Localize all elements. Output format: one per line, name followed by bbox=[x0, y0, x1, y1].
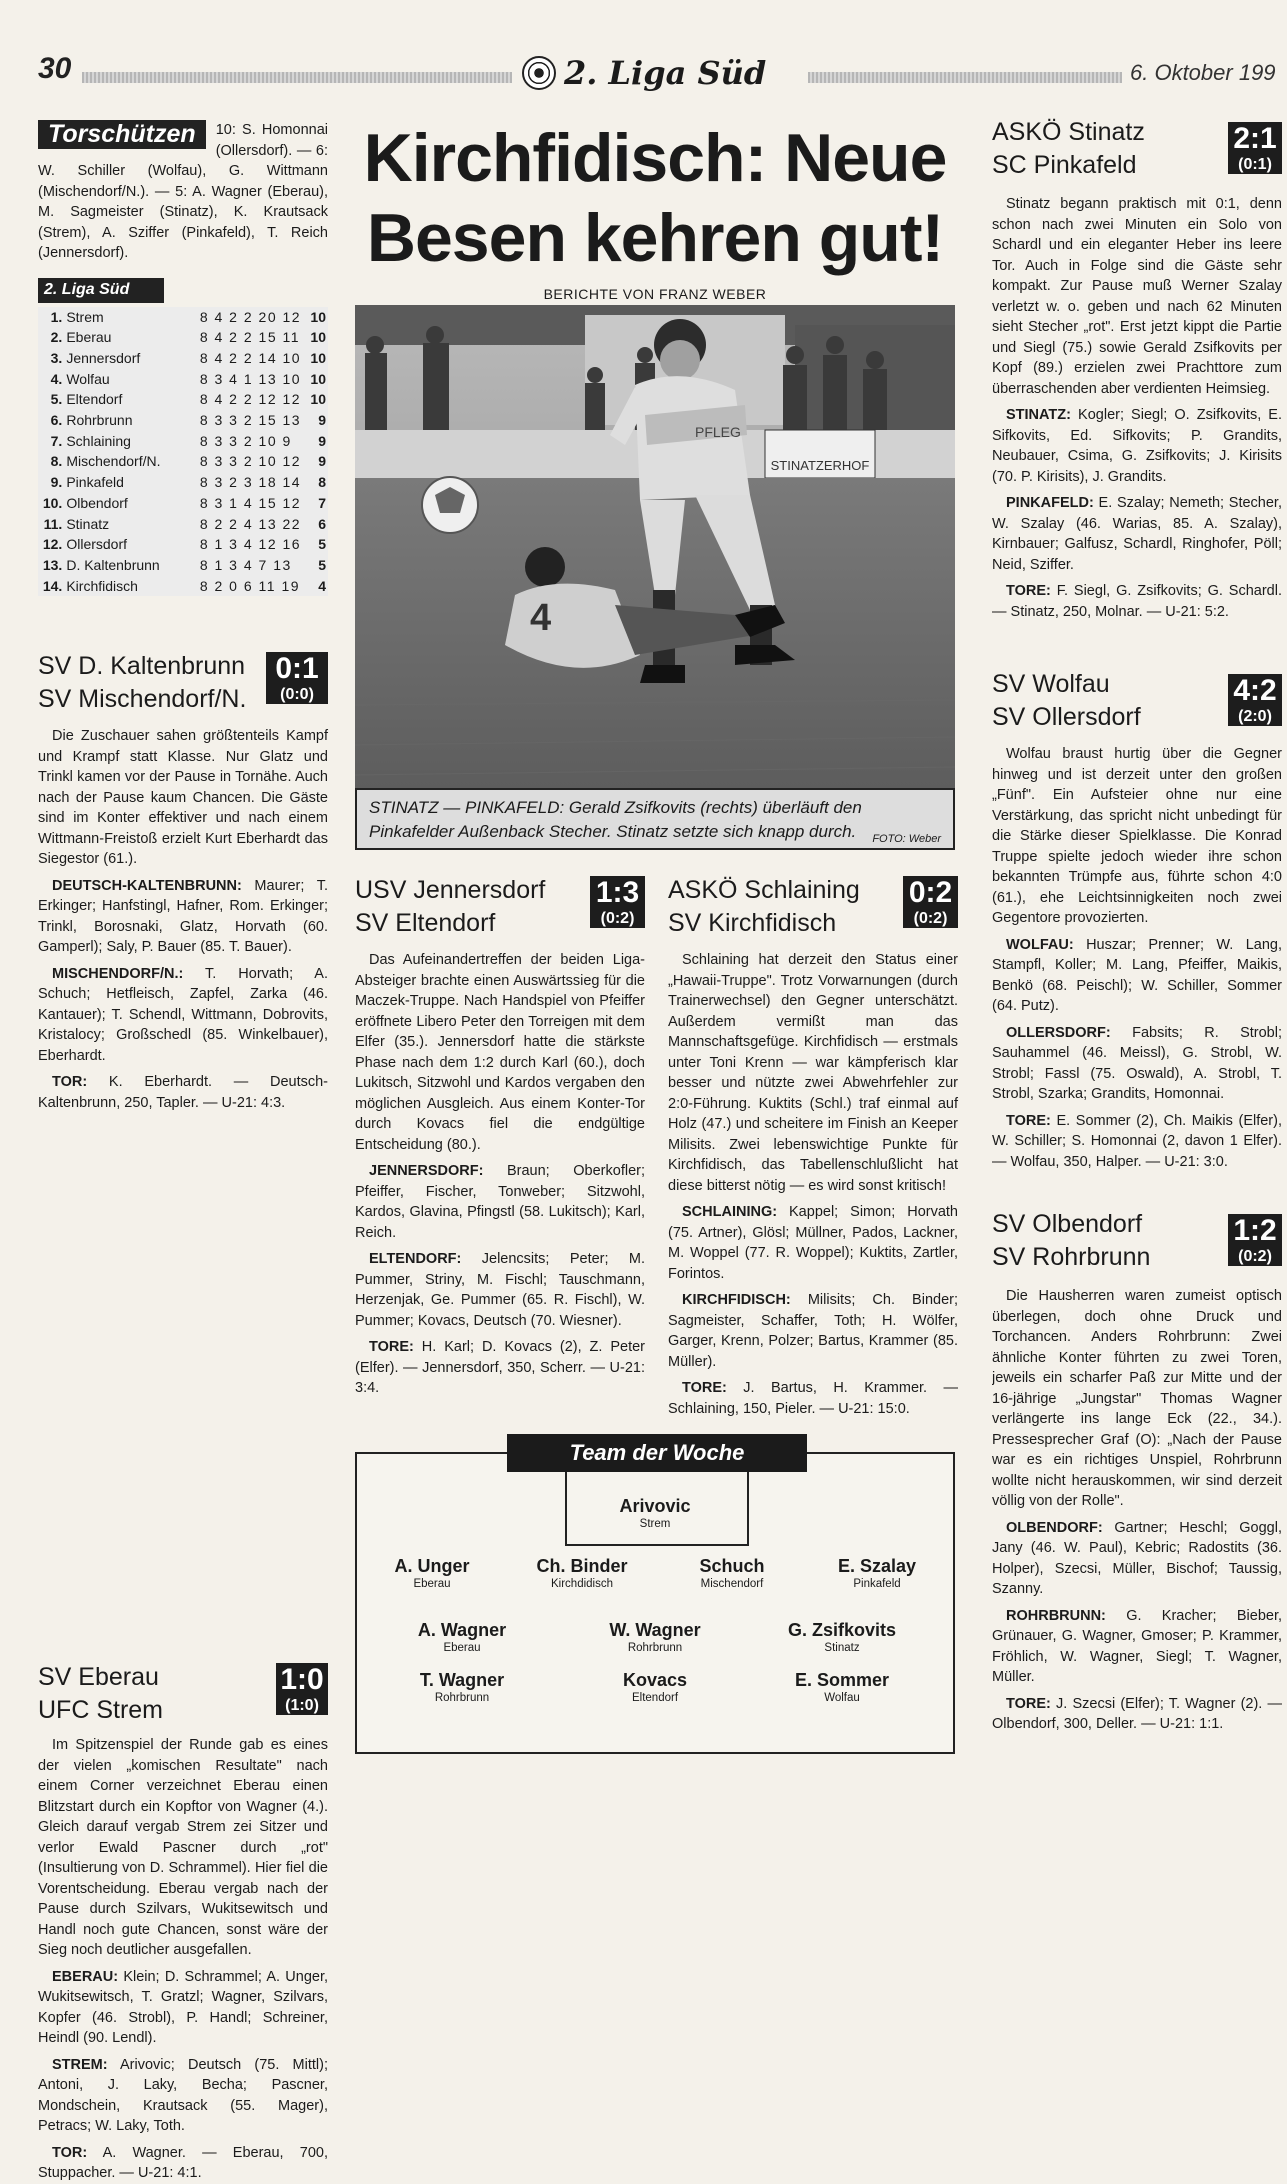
standings-points: 5 bbox=[318, 556, 326, 573]
standings-row bbox=[38, 410, 328, 431]
team-of-week-title: Team der Woche bbox=[507, 1434, 807, 1472]
player-club: Mischendorf bbox=[700, 1578, 764, 1590]
goals-text: A. Wagner. — Eberau, 700, Stuppacher. — U-21: 4:1. bbox=[38, 2144, 328, 2181]
away-team: SV Kirchfidisch bbox=[668, 909, 837, 937]
lineup-label: EBERAU: bbox=[52, 1968, 119, 1985]
standings-points: 10 bbox=[310, 349, 326, 366]
standings-points: 6 bbox=[318, 515, 326, 532]
standings-row bbox=[38, 451, 328, 472]
standings-rank: 10. bbox=[42, 494, 63, 511]
standings-stats: 8 3 4 1 13 10 bbox=[199, 370, 302, 387]
standings-row bbox=[38, 431, 328, 452]
standings-row bbox=[38, 514, 328, 535]
standings-team: Olbendorf bbox=[66, 494, 128, 511]
standings-team: Kirchfidisch bbox=[66, 577, 138, 594]
standings-team: Wolfau bbox=[66, 370, 110, 387]
goals-label: TORE: bbox=[682, 1380, 727, 1396]
score-box bbox=[1228, 122, 1282, 174]
player-name: Arivovic bbox=[619, 1496, 691, 1516]
score-box bbox=[1228, 674, 1282, 726]
lineup-away: E. Szalay; Nemeth; Stecher, W. Szalay (46. Warias, 85. A. Szalay), Kirnbauer; Galfusz, Schardl, Ringhofer, Pöll; Neid, Sziffer. bbox=[992, 495, 1282, 573]
standings-stats: 8 2 2 4 13 22 bbox=[199, 515, 302, 532]
player-goalkeeper bbox=[580, 1496, 730, 1532]
lineup-home: Maurer; T. Erkinger; Hanfstingl, Hafner, Rom. Erkinger; Trinkl, Borosnaki, Glatz, Horvath (60. Gamperl); Saly, P. Bauer (85. T. Bauer). bbox=[38, 877, 328, 955]
match-report: Im Spitzenspiel der Runde gab es eines der vielen „komischen Resultate" nach einem Corner verzeichnet Eberau einen Blitzstart durch ein Kopftor von Wagner (4.). Gleich darauf vergab Strem zei Sitzer und verlor Ewald Pascner durch „rot" (Insultierung von D. Schrammel). Hier fiel die Vorentscheidung. Eberau vergab nach der Pause durch Szilvars, Wukitsewitsch und Handl noch gute Chancen, sonst wäre der Sieg noch deutlicher ausgefallen. bbox=[38, 1737, 328, 1958]
standings-points: 8 bbox=[318, 474, 326, 491]
home-team: USV Jennersdorf bbox=[355, 876, 546, 904]
standings-team: Rohrbrunn bbox=[66, 412, 133, 429]
home-team: ASKÖ Schlaining bbox=[668, 876, 860, 904]
standings-rank: 1. bbox=[50, 308, 63, 325]
player-club: Eltendorf bbox=[631, 1692, 679, 1704]
photo-illustration bbox=[355, 305, 955, 788]
standings-row bbox=[38, 493, 328, 514]
standings-team: Ollersdorf bbox=[66, 536, 128, 553]
player-name: Ch. Binder bbox=[536, 1556, 628, 1576]
standings-team: Pinkafeld bbox=[66, 474, 124, 491]
photo-credit: FOTO: Weber bbox=[872, 833, 941, 845]
team-of-the-week bbox=[355, 1440, 955, 1754]
player-club: Pinkafeld bbox=[853, 1578, 901, 1590]
standings-rank: 3. bbox=[50, 349, 63, 366]
standings-points: 10 bbox=[310, 391, 326, 408]
player-club: Strem bbox=[639, 1518, 671, 1530]
player-midfielder-2 bbox=[580, 1620, 730, 1656]
standings-row bbox=[38, 369, 328, 390]
match-schlaining-kirchfidisch bbox=[668, 874, 958, 1425]
lineup-label: SCHLAINING: bbox=[682, 1204, 778, 1220]
away-team: UFC Strem bbox=[38, 1696, 163, 1724]
standings-stats: 8 3 3 2 15 13 bbox=[199, 412, 302, 429]
halftime-score: (0:2) bbox=[913, 910, 948, 927]
standings-points: 5 bbox=[318, 536, 326, 553]
player-forward-3 bbox=[767, 1670, 917, 1706]
score-box bbox=[903, 876, 958, 928]
standings-row bbox=[38, 389, 328, 410]
shirt-sponsor: PFLEG bbox=[695, 424, 741, 440]
halftime-score: (0:2) bbox=[600, 910, 635, 927]
score-box bbox=[1228, 1214, 1282, 1266]
headline-line-2: Besen kehren gut! bbox=[366, 200, 944, 276]
lineup-away: Milisits; Ch. Binder; Sagmeister, Schaffer, Toth; H. Wölfer, Garger, Krenn, Polzer; Bartus, Krammer (85. Müller). bbox=[668, 1292, 958, 1370]
match-report: Die Zuschauer sahen größtenteils Kampf und Krampf statt Klasse. Nur Glatz und Trinkl kamen vor der Pause in Tornähe. Auch nach der Pause kaum Chancen. Die Gäste sind im Konter effektiver und nach einem Wittmann-Freistoß erzielt Kurt Eberhardt das Siegestor (61.). bbox=[38, 728, 328, 867]
standings-team: Schlaining bbox=[66, 432, 131, 449]
score-box bbox=[590, 876, 645, 928]
match-jennersdorf-eltendorf bbox=[355, 874, 645, 1405]
home-team: SV Olbendorf bbox=[992, 1210, 1143, 1238]
caption-text: STINATZ — PINKAFELD: Gerald Zsifkovits (rechts) überläuft den Pinkafelder Außenback Stecher. Stinatz setzte sich knapp durch. bbox=[369, 798, 862, 841]
lineup-home: Kogler; Siegl; O. Zsifkovits, E. Sifkovits, Ed. Sifkovits; P. Grandits, Neubauer, Csima, G. Zsifkovits; J. Kirisits (70. P. Kirisits), J. Grandits. bbox=[992, 407, 1282, 485]
lineup-label: KIRCHFIDISCH: bbox=[682, 1292, 791, 1308]
lineup-away: Fabsits; R. Strobl; Sauhammel (46. Meissl), G. Strobl, W. Strobl; Fassl (75. Oswald), A. Strobl, T. Strobl, Szarka; Grandits, Homonnai. bbox=[992, 1024, 1282, 1102]
standings-table bbox=[38, 307, 328, 597]
header-rule-left bbox=[82, 72, 512, 83]
player-club: Stinatz bbox=[824, 1642, 860, 1654]
scorers-block bbox=[38, 120, 328, 264]
player-name: A. Wagner bbox=[417, 1620, 507, 1640]
standings-stats: 8 1 3 4 7 13 bbox=[199, 556, 292, 573]
final-score: 2:1 bbox=[1233, 122, 1277, 155]
standings-rank: 7. bbox=[50, 432, 63, 449]
standings-points: 9 bbox=[318, 432, 326, 449]
score-box bbox=[266, 652, 328, 704]
player-name: E. Sommer bbox=[794, 1670, 890, 1690]
standings-points: 9 bbox=[318, 453, 326, 470]
standings-team: Strem bbox=[66, 308, 104, 325]
goals-label: TOR: bbox=[52, 2144, 88, 2161]
lineup-label: DEUTSCH-KALTENBRUNN: bbox=[52, 877, 242, 894]
issue-date: 6. Oktober 199 bbox=[1130, 60, 1276, 85]
match-olbendorf-rohrbrunn bbox=[992, 1208, 1282, 1741]
standings-stats: 8 4 2 2 20 12 bbox=[199, 308, 302, 325]
standings-points: 10 bbox=[310, 329, 326, 346]
standings-stats: 8 4 2 2 14 10 bbox=[199, 349, 302, 366]
lineup-home: Klein; D. Schrammel; A. Unger, Wukitsewitsch, T. Gratzl; Wagner, Szilvars, Kopfer (46. Strobl), P. Handl; Schreiner, Heindl (90. Lendl). bbox=[38, 1968, 329, 2046]
goals-text: K. Eberhardt. — Deutsch-Kaltenbrunn, 250, Tapler. — U-21: 4:3. bbox=[38, 1074, 329, 1111]
lineup-label: OLBENDORF: bbox=[1006, 1519, 1103, 1536]
player-club: Rohrbrunn bbox=[627, 1642, 683, 1654]
standings-stats: 8 3 3 2 10 9 bbox=[199, 432, 292, 449]
lineup-away: T. Horvath; A. Schuch; Hetfleisch, Zapfel, Zarka (46. Kantauer); T. Schendl, Wittmann, Dobrovits, Kristalocy; Großschedl (85. Winkelbauer), Eberhardt. bbox=[38, 965, 328, 1064]
lineup-label: ELTENDORF: bbox=[369, 1251, 462, 1267]
ad-banner-text: STINATZERHOF bbox=[770, 458, 870, 473]
standings-rank: 11. bbox=[43, 515, 63, 532]
player-defender-4 bbox=[802, 1556, 952, 1592]
page-number: 30 bbox=[38, 52, 72, 85]
svg-text:4: 4 bbox=[530, 597, 552, 639]
home-team: ASKÖ Stinatz bbox=[992, 118, 1145, 146]
player-club: Eberau bbox=[413, 1578, 451, 1590]
player-midfielder-1 bbox=[387, 1620, 537, 1656]
goals-text: F. Siegl, G. Zsifkovits; G. Schardl. — Stinatz, 250, Molnar. — U-21: 5:2. bbox=[992, 583, 1282, 620]
lineup-label: STINATZ: bbox=[1006, 407, 1071, 423]
halftime-score: (0:0) bbox=[280, 686, 314, 703]
player-name: E. Szalay bbox=[837, 1556, 917, 1576]
standings-points: 9 bbox=[318, 412, 326, 429]
halftime-score: (0:1) bbox=[1238, 156, 1272, 173]
standings-team: Jennersdorf bbox=[66, 349, 141, 366]
goals-label: TOR: bbox=[52, 1074, 88, 1090]
standings-team: Eltendorf bbox=[66, 391, 123, 408]
player-name: W. Wagner bbox=[609, 1620, 701, 1640]
player-club: Wolfau bbox=[824, 1692, 860, 1704]
player-name: Schuch bbox=[699, 1556, 765, 1576]
standings-row bbox=[38, 472, 328, 493]
standings-rank: 2. bbox=[50, 329, 63, 346]
goals-text: J. Szecsi (Elfer); T. Wagner (2). — Olbendorf, 300, Deller. — U-21: 1:1. bbox=[992, 1695, 1282, 1732]
scorers-text: 10: S. Homonnai (Ollersdorf). — 6: W. Schiller (Wolfau), G. Wittmann (Mischendorf/N.). — 5: A. Wagner (Eberau), M. Sagmeister (Stinatz), K. Krautsack (Strem), A. Sziffer (Pinkafeld), T. Reich (Jennersdorf). bbox=[38, 122, 328, 261]
lineup-label: ROHRBRUNN: bbox=[1006, 1607, 1106, 1624]
standings-rank: 14. bbox=[42, 577, 63, 594]
player-club: Kirchdidisch bbox=[551, 1578, 613, 1590]
halftime-score: (1:0) bbox=[285, 1697, 319, 1714]
home-team: SV Wolfau bbox=[992, 670, 1110, 698]
goals-label: TORE: bbox=[1006, 583, 1051, 599]
match-kaltenbrunn-mischendorf bbox=[38, 650, 328, 1113]
goals-text: E. Sommer (2), Ch. Maikis (Elfer), W. Schiller; S. Homonnai (2, davon 1 Elfer). — Wolfau, 350, Halper. — U-21: 3:0. bbox=[992, 1112, 1282, 1170]
standings-rank: 5. bbox=[50, 391, 63, 408]
final-score: 1:0 bbox=[280, 1663, 324, 1696]
match-report: Wolfau braust hurtig über die Gegner hinweg und ist derzeit unter den großen „Fünf". Ein Aufsteier ohne nur eine Verstärkung, das spricht nicht unbedingt für die Stärke dieser Spielklasse. Die Konrad Truppe spielte jedoch wieder ihre schon bekannten Trümpfe aus, führte schon 4:0 (61.), ehe Leichtsinnigkeiten noch zwei Gegentore provozierten. bbox=[992, 746, 1282, 926]
standings-points: 4 bbox=[318, 577, 326, 594]
standings-stats: 8 3 1 4 15 12 bbox=[199, 494, 302, 511]
goals-text: H. Karl; D. Kovacs (2), Z. Peter (Elfer). — Jennersdorf, 350, Scherr. — U-21: 3:4. bbox=[355, 1339, 646, 1396]
match-report: Schlaining hat derzeit den Status einer „Hawaii-Truppe". Trotz Vorwarnungen (durch Trainerwechsel) den Gegner unterschätzt. Außerdem vermißt man das Mannschaftsgefüge. Kirchfidisch — erstmals unter Toni Krenn — war kämpferisch klar besser und nützte zwei Abwehrfehler zur 2:0-Führung. Kuktits (Schl.) traf einmal auf Holz (47.) und scheitere im Finish an Keeper Milisits. Zwei lebenswichtige Punkte für Kirchfidisch, das Tabellenschlußlicht hat diese bitterst nötig — es wird sonst kritisch! bbox=[668, 952, 958, 1194]
player-forward-2 bbox=[580, 1670, 730, 1706]
standings-rank: 6. bbox=[50, 412, 63, 429]
standings-stats: 8 4 2 2 12 12 bbox=[199, 391, 302, 408]
football-icon bbox=[522, 56, 556, 90]
standings-points: 10 bbox=[310, 370, 326, 387]
standings-stats: 8 2 0 6 11 19 bbox=[199, 577, 301, 594]
player-forward-1 bbox=[387, 1670, 537, 1706]
lineup-away: G. Kracher; Bieber, Grünauer, G. Wagner, Gmoser; P. Krammer, Fröhlich, W. Wagner, Siegl; T. Wagner, Müller. bbox=[992, 1607, 1282, 1685]
match-wolfau-ollersdorf bbox=[992, 668, 1282, 1178]
standings-row bbox=[38, 576, 328, 597]
lineup-home: Kappel; Simon; Horvath (75. Artner), Glösl; Müllner, Pados, Lackner, M. Woppel (77. R. Woppel); Kuktits, Zartler, Forintos. bbox=[668, 1204, 958, 1282]
final-score: 1:3 bbox=[595, 876, 640, 909]
standings-team: Eberau bbox=[66, 329, 112, 346]
standings-rank: 13. bbox=[42, 556, 63, 573]
section-title: 2. Liga Süd bbox=[564, 54, 767, 92]
lineup-home: Braun; Oberkofler; Pfeiffer, Fischer, Tonweber; Sitzwohl, Kardos, Glavina, Pfingstl (58. Lukitsch); Karl, Reich. bbox=[355, 1163, 645, 1241]
final-score: 4:2 bbox=[1233, 674, 1277, 707]
player-midfielder-3 bbox=[767, 1620, 917, 1656]
halftime-score: (2:0) bbox=[1238, 708, 1272, 725]
away-team: SV Mischendorf/N. bbox=[38, 685, 247, 713]
standings-stats: 8 3 3 2 10 12 bbox=[199, 453, 302, 470]
match-report: Das Aufeinandertreffen der beiden Liga-Absteiger brachte einen Auswärtssieg für die Maczek-Truppe. Nach Handspiel von Pfeiffer eröffnete Libero Peter den Torreigen mit dem Elfer (35.). Jennersdorf hatte die stärkste Phase nach dem 1:2 durch Karl (60.), doch Lukitsch, Sitzwohl und Kardos vergaben den möglichen Ausgleich. Aus einem Konter-Tor durch Kovacs fiel die endgültige Entscheidung (80.). bbox=[355, 952, 645, 1153]
standings-points: 7 bbox=[318, 494, 326, 511]
standings-stats: 8 4 2 2 15 11 bbox=[199, 329, 301, 346]
final-score: 1:2 bbox=[1233, 1214, 1277, 1247]
player-defender-1 bbox=[357, 1556, 507, 1592]
final-score: 0:2 bbox=[908, 876, 953, 909]
player-name: A. Unger bbox=[394, 1556, 470, 1576]
player-name: G. Zsifkovits bbox=[787, 1620, 897, 1640]
lineup-home: Gartner; Heschl; Goggl, Jany (46. W. Paul), Kebric; Radostits (36. Holper), Szecsi, Müller, Bischof; Taussig, Szanny. bbox=[992, 1519, 1282, 1597]
standings-row bbox=[38, 327, 328, 348]
headline bbox=[355, 118, 955, 278]
away-team: SC Pinkafeld bbox=[992, 151, 1137, 179]
match-report: Die Hausherren waren zumeist optisch überlegen, doch ohne Druck und Torchancen. Anders Rohrbrunn: Zwei ähnliche Konter führten zu zwei Toren, jeweils ein scharfer Paß zur Mitte und der 16-jährige „Jungstar" Thomas Wagner verlängerte ins lange Eck (22., 34.). Pressesprecher Graf (O): „Nach der Pause war es ein richtiges Unspiel, Rohrbrunn wollte nicht herauskommen, wir sind derzeit völlig von der Rolle". bbox=[992, 1288, 1282, 1509]
standings-rank: 8. bbox=[50, 453, 63, 470]
standings-block bbox=[38, 278, 328, 596]
standings-rank: 9. bbox=[50, 474, 63, 491]
goals-text: J. Bartus, H. Krammer. — Schlaining, 150, Pieler. — U-21: 15:0. bbox=[668, 1380, 959, 1417]
match-photo bbox=[355, 305, 955, 788]
player-name: Kovacs bbox=[622, 1670, 688, 1690]
standings-team: Stinatz bbox=[66, 515, 110, 532]
standings-row bbox=[38, 555, 328, 576]
home-team: SV D. Kaltenbrunn bbox=[38, 652, 246, 680]
halftime-score: (0:2) bbox=[1238, 1248, 1272, 1265]
goals-label: TORE: bbox=[1006, 1112, 1051, 1129]
scorers-title: Torschützen bbox=[38, 120, 206, 149]
player-name: T. Wagner bbox=[419, 1670, 505, 1690]
standings-points: 10 bbox=[310, 308, 326, 325]
home-team: SV Eberau bbox=[38, 1663, 159, 1691]
header-rule-right bbox=[808, 72, 1122, 83]
away-team: SV Eltendorf bbox=[355, 909, 496, 937]
lineup-label: STREM: bbox=[52, 2056, 108, 2073]
away-team: SV Rohrbrunn bbox=[992, 1243, 1151, 1271]
section-header bbox=[522, 54, 766, 92]
standings-stats: 8 3 2 3 18 14 bbox=[199, 474, 302, 491]
lineup-label: OLLERSDORF: bbox=[1006, 1024, 1111, 1041]
final-score: 0:1 bbox=[275, 652, 319, 685]
player-club: Rohrbrunn bbox=[434, 1692, 490, 1704]
lineup-away: Arivovic; Deutsch (75. Mittl); Antoni, J. Laky, Becha; Pascner, Mondschein, Krautsack (55. Mager), Petracs; W. Laky, Toth. bbox=[38, 2056, 328, 2134]
standings-title: 2. Liga Süd bbox=[38, 278, 164, 303]
photo-caption bbox=[355, 788, 955, 850]
away-team: SV Ollersdorf bbox=[992, 703, 1141, 731]
lineup-label: JENNERSDORF: bbox=[369, 1163, 484, 1179]
standings-stats: 8 1 3 4 12 16 bbox=[199, 536, 302, 553]
player-defender-3 bbox=[657, 1556, 807, 1592]
goals-label: TORE: bbox=[369, 1339, 414, 1355]
score-box bbox=[276, 1663, 328, 1715]
byline: BERICHTE VON FRANZ WEBER bbox=[543, 286, 767, 302]
lineup-home: Huszar; Prenner; W. Lang, Stampfl, Koller; M. Lang, Pfeiffer, Maikis, Benkö (68. Peischl); W. Schiller, Sommer (64. Putz). bbox=[992, 936, 1282, 1014]
player-defender-2 bbox=[507, 1556, 657, 1592]
lineup-away: Jelencsits; Peter; M. Pummer, Striny, M. Fischl; Tauschmann, Herzenjak, Ge. Pummer (65. R. Fischl), W. Pummer; Kovacs, Deutsch (70. Wiesner). bbox=[355, 1251, 646, 1329]
standings-row bbox=[38, 348, 328, 369]
match-eberau-strem bbox=[38, 1661, 328, 2184]
standings-row bbox=[38, 307, 328, 328]
player-club: Eberau bbox=[443, 1642, 481, 1654]
headline-line-1: Kirchfidisch: Neue bbox=[363, 120, 947, 196]
lineup-label: MISCHENDORF/N.: bbox=[52, 965, 184, 982]
standings-team: D. Kaltenbrunn bbox=[66, 556, 160, 573]
match-report: Stinatz begann praktisch mit 0:1, denn schon nach zwei Minuten ein Solo von Schardl und ein eleganter Heber ins leere Tor. Auch in Folge sind die Gäste sehr kompakt. Zur Pause muß Werner Szalay verletzt w. o. geben und nach 62 Minuten sieht Stecher „rot". Erst jetzt kippt die Partie und Siegl (75.) sowie Gerald Zsifkovits per Kopf (89.) erzielen zwei Prachttore zum überraschenden aber verdienten Heimsieg. bbox=[992, 196, 1282, 397]
lineup-label: WOLFAU: bbox=[1006, 936, 1074, 953]
standings-rank: 4. bbox=[50, 370, 63, 387]
standings-rank: 12. bbox=[42, 536, 63, 553]
standings-row bbox=[38, 534, 328, 555]
standings-team: Mischendorf/N. bbox=[66, 453, 161, 470]
goals-label: TORE: bbox=[1006, 1695, 1051, 1712]
match-stinatz-pinkafeld bbox=[992, 116, 1282, 628]
lineup-label: PINKAFELD: bbox=[1006, 495, 1094, 511]
